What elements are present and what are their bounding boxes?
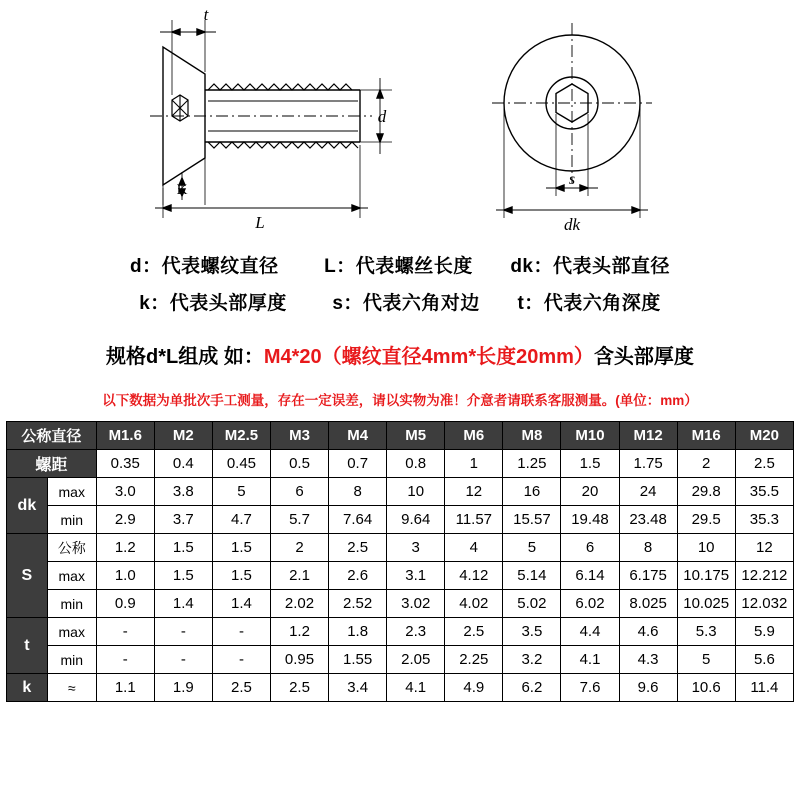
cell: 6.02	[561, 590, 619, 618]
dim-label-dk: dk	[563, 215, 581, 232]
cell: 5.7	[270, 506, 328, 534]
table-row	[7, 534, 794, 562]
cell: 15.57	[503, 506, 561, 534]
row-label-t: t	[7, 618, 48, 674]
cell: 5.02	[503, 590, 561, 618]
cell: 8.025	[619, 590, 677, 618]
row-label-dk: dk	[7, 478, 48, 534]
row-label-s: S	[7, 534, 48, 618]
cell: 10.025	[677, 590, 735, 618]
cell: 2.52	[329, 590, 387, 618]
table-row	[7, 478, 794, 506]
cell: 12.032	[735, 590, 793, 618]
header-size: M1.6	[96, 422, 154, 450]
row-label-k: k	[7, 674, 48, 702]
cell: 8	[619, 534, 677, 562]
cell: 2.1	[270, 562, 328, 590]
cell: 3.8	[154, 478, 212, 506]
table-header-row	[7, 422, 794, 450]
header-size: M2.5	[212, 422, 270, 450]
cell: -	[154, 618, 212, 646]
spec-table-body	[7, 422, 794, 702]
cell: 7.6	[561, 674, 619, 702]
cell: 2.5	[735, 450, 793, 478]
cell: 12	[445, 478, 503, 506]
cell: 1.8	[329, 618, 387, 646]
cell: 3.2	[503, 646, 561, 674]
measurement-note: 以下数据为单批次手工测量，存在一定误差，请以实物为准！介意者请联系客服测量。(单位：mm）	[102, 393, 698, 408]
cell: 0.5	[270, 450, 328, 478]
cell: 6.2	[503, 674, 561, 702]
legend-item-L: L：代表螺丝长度	[324, 256, 473, 277]
cell: 4.6	[619, 618, 677, 646]
cell: 1.9	[154, 674, 212, 702]
header-size: M10	[561, 422, 619, 450]
cell: 0.8	[387, 450, 445, 478]
dim-label-L: L	[255, 213, 265, 232]
cell: 16	[503, 478, 561, 506]
cell: 1.75	[619, 450, 677, 478]
cell: 2.9	[96, 506, 154, 534]
cell: 11.4	[735, 674, 793, 702]
cell: 1.4	[154, 590, 212, 618]
cell: 2.5	[329, 534, 387, 562]
table-row	[7, 674, 794, 702]
cell: 0.4	[154, 450, 212, 478]
cell: 12	[735, 534, 793, 562]
sub-label-min: min	[47, 590, 96, 618]
legend-item-dk: dk：代表头部直径	[510, 256, 671, 277]
cell: 4	[445, 534, 503, 562]
cell: 10	[387, 478, 445, 506]
cell: 20	[561, 478, 619, 506]
spec-table-container	[0, 421, 800, 702]
legend-item-k: k：代表头部厚度	[139, 293, 287, 314]
cell: 1.5	[561, 450, 619, 478]
row-label-pitch: 螺距	[7, 450, 97, 478]
cell: 2.25	[445, 646, 503, 674]
cell: -	[212, 618, 270, 646]
header-size: M5	[387, 422, 445, 450]
cell: 2	[677, 450, 735, 478]
cell: 4.1	[387, 674, 445, 702]
header-size: M4	[329, 422, 387, 450]
cell: 1.55	[329, 646, 387, 674]
cell: 5.14	[503, 562, 561, 590]
cell: -	[212, 646, 270, 674]
cell: 29.5	[677, 506, 735, 534]
dim-label-t: t	[203, 5, 209, 24]
cell: 35.3	[735, 506, 793, 534]
cell: 6	[561, 534, 619, 562]
cell: 11.57	[445, 506, 503, 534]
table-row	[7, 590, 794, 618]
sub-label-max: max	[47, 478, 96, 506]
header-size: M6	[445, 422, 503, 450]
cell: 4.9	[445, 674, 503, 702]
sub-label-max: max	[47, 618, 96, 646]
cell: 2.6	[329, 562, 387, 590]
table-row	[7, 562, 794, 590]
cell: 10.175	[677, 562, 735, 590]
cell: 1.4	[212, 590, 270, 618]
cell: 3.1	[387, 562, 445, 590]
cell: 5	[503, 534, 561, 562]
cell: 4.1	[561, 646, 619, 674]
cell: 4.12	[445, 562, 503, 590]
cell: 35.5	[735, 478, 793, 506]
cell: 0.45	[212, 450, 270, 478]
cell: 3.4	[329, 674, 387, 702]
table-row	[7, 618, 794, 646]
header-size: M2	[154, 422, 212, 450]
legend-item-s: s：代表六角对边	[332, 293, 480, 314]
cell: 1.2	[270, 618, 328, 646]
cell: 8	[329, 478, 387, 506]
cell: 4.02	[445, 590, 503, 618]
spec-format-line	[0, 340, 800, 369]
cell: 10.6	[677, 674, 735, 702]
cell: 2.05	[387, 646, 445, 674]
table-row	[7, 646, 794, 674]
cell: 1.25	[503, 450, 561, 478]
dim-label-d: d	[377, 107, 387, 126]
legend-line-2	[0, 285, 800, 322]
spec-highlight: M4*20（螺纹直径4mm*长度20mm）	[263, 346, 594, 368]
cell: 9.6	[619, 674, 677, 702]
cell: 5	[212, 478, 270, 506]
cell: 6	[270, 478, 328, 506]
legend	[0, 248, 800, 322]
sub-label-min: min	[47, 506, 96, 534]
spec-table	[6, 421, 794, 702]
cell: 3	[387, 534, 445, 562]
legend-item-d: d：代表螺纹直径	[129, 256, 279, 277]
cell: 4.4	[561, 618, 619, 646]
cell: 9.64	[387, 506, 445, 534]
cell: 0.35	[96, 450, 154, 478]
cell: 4.3	[619, 646, 677, 674]
header-size: M20	[735, 422, 793, 450]
cell: 5.3	[677, 618, 735, 646]
cell: 1.1	[96, 674, 154, 702]
cell: -	[96, 646, 154, 674]
legend-line-1	[0, 248, 800, 285]
cell: 1.5	[154, 562, 212, 590]
cell: 2.3	[387, 618, 445, 646]
cell: 23.48	[619, 506, 677, 534]
cell: 2.5	[270, 674, 328, 702]
cell: 3.7	[154, 506, 212, 534]
cell: -	[154, 646, 212, 674]
table-row	[7, 450, 794, 478]
cell: 12.212	[735, 562, 793, 590]
cell: 0.95	[270, 646, 328, 674]
header-size: M3	[270, 422, 328, 450]
sub-label-nominal: 公称	[47, 534, 96, 562]
cell: 1	[445, 450, 503, 478]
cell: 2.02	[270, 590, 328, 618]
header-size: M12	[619, 422, 677, 450]
table-row	[7, 506, 794, 534]
cell: 7.64	[329, 506, 387, 534]
cell: 3.5	[503, 618, 561, 646]
cell: 0.9	[96, 590, 154, 618]
legend-item-t: t：代表六角深度	[517, 293, 661, 314]
sub-label-approx: ≈	[47, 674, 96, 702]
cell: 6.175	[619, 562, 677, 590]
cell: 2.5	[445, 618, 503, 646]
cell: 5.6	[735, 646, 793, 674]
cell: -	[96, 618, 154, 646]
header-size: M16	[677, 422, 735, 450]
dim-label-k: K	[176, 182, 188, 198]
cell: 5.9	[735, 618, 793, 646]
cell: 10	[677, 534, 735, 562]
cell: 1.2	[96, 534, 154, 562]
cell: 24	[619, 478, 677, 506]
cell: 5	[677, 646, 735, 674]
header-size: M8	[503, 422, 561, 450]
cell: 29.8	[677, 478, 735, 506]
cell: 3.02	[387, 590, 445, 618]
cell: 1.0	[96, 562, 154, 590]
cell: 2	[270, 534, 328, 562]
cell: 1.5	[154, 534, 212, 562]
cell: 0.7	[329, 450, 387, 478]
cell: 6.14	[561, 562, 619, 590]
cell: 1.5	[212, 534, 270, 562]
sub-label-min: min	[47, 646, 96, 674]
cell: 4.7	[212, 506, 270, 534]
dim-label-s: s	[568, 171, 576, 188]
sub-label-max: max	[47, 562, 96, 590]
spec-prefix: 规格d*L组成 如：	[106, 346, 264, 368]
spec-suffix: 含头部厚度	[593, 346, 694, 368]
cell: 2.5	[212, 674, 270, 702]
cell: 1.5	[212, 562, 270, 590]
technical-drawing	[0, 0, 800, 232]
cell: 3.0	[96, 478, 154, 506]
header-nominal-diameter: 公称直径	[7, 422, 97, 450]
cell: 19.48	[561, 506, 619, 534]
